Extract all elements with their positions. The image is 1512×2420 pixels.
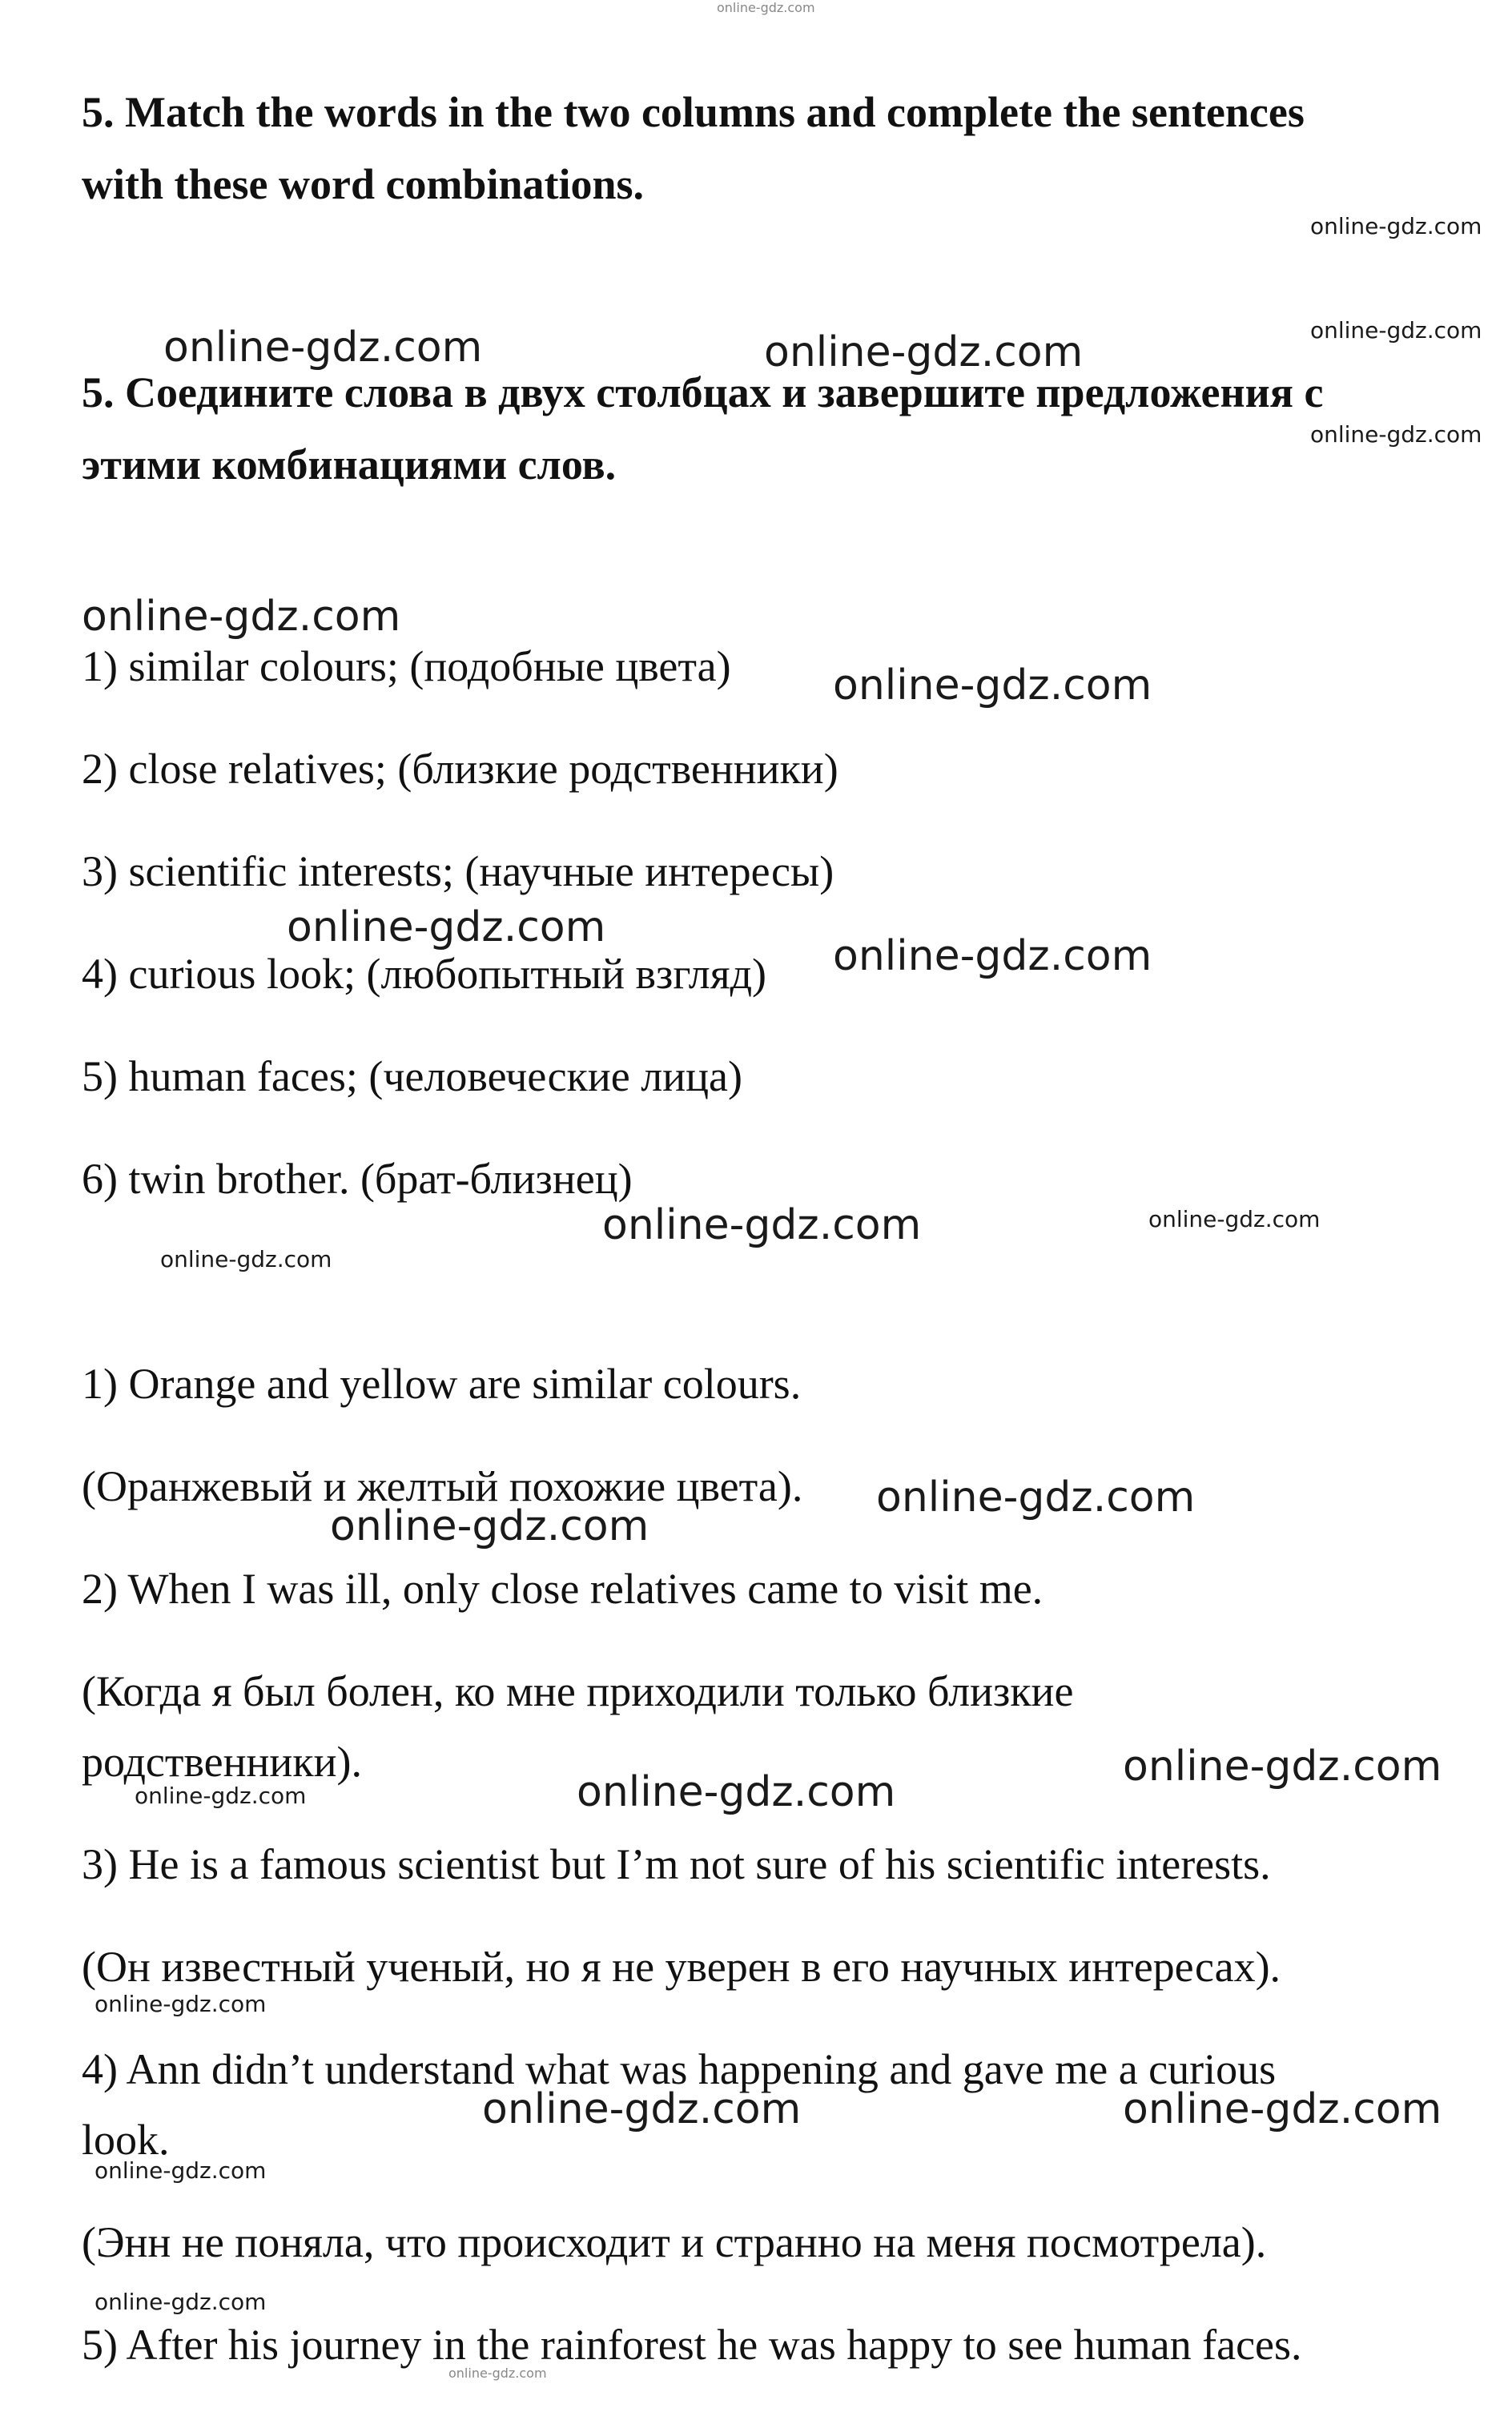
watermark: online-gdz.com bbox=[482, 2085, 802, 2133]
watermark: online-gdz.com bbox=[602, 1201, 922, 1249]
task-heading-en-line2: with these word combinations. bbox=[82, 160, 645, 208]
watermark: online-gdz.com bbox=[1310, 317, 1482, 344]
watermark: online-gdz.com bbox=[876, 1473, 1196, 1522]
answer-3-en: 3) He is a famous scientist but I’m not sure of his scientific interests. bbox=[82, 1840, 1271, 1888]
watermark: online-gdz.com bbox=[287, 903, 606, 951]
answer-2-ru-line2: родственники). bbox=[82, 1738, 362, 1786]
list-item: 1) similar colours; (подобные цвета) bbox=[82, 642, 731, 690]
watermark: online-gdz.com bbox=[1310, 421, 1482, 448]
watermark: online-gdz.com bbox=[330, 1502, 649, 1550]
answer-4-en-line2: look. bbox=[82, 2116, 170, 2164]
list-item: 2) close relatives; (близкие родственники) bbox=[82, 745, 838, 793]
watermark: online-gdz.com bbox=[163, 324, 483, 372]
list-item: 5) human faces; (человеческие лица) bbox=[82, 1052, 742, 1100]
answer-5-en: 5) After his journey in the rainforest he was happy to see human faces. bbox=[82, 2321, 1302, 2369]
answer-2-ru-line1: (Когда я был болен, ко мне приходили только близкие bbox=[82, 1667, 1074, 1715]
watermark: online-gdz.com bbox=[94, 1991, 267, 2017]
watermark: online-gdz.com bbox=[94, 2157, 267, 2184]
watermark: online-gdz.com bbox=[577, 1768, 896, 1816]
watermark: online-gdz.com bbox=[717, 0, 815, 15]
watermark: online-gdz.com bbox=[82, 593, 401, 641]
answer-4-en-line1: 4) Ann didn’t understand what was happening and gave me a curious bbox=[82, 2045, 1277, 2093]
watermark: online-gdz.com bbox=[448, 2366, 547, 2381]
watermark: online-gdz.com bbox=[94, 2289, 267, 2315]
answer-3-ru: (Он известный ученый, но я не уверен в его научных интересах). bbox=[82, 1943, 1281, 1991]
task-heading-ru bbox=[82, 356, 1323, 500]
watermark: online-gdz.com bbox=[764, 328, 1084, 376]
list-item: 4) curious look; (любопытный взгляд) bbox=[82, 950, 767, 998]
watermark: online-gdz.com bbox=[833, 661, 1152, 710]
task-heading-en bbox=[82, 76, 1305, 220]
answer-2-en: 2) When I was ill, only close relatives came to visit me. bbox=[82, 1565, 1044, 1613]
list-item: 6) twin brother. (брат-близнец) bbox=[82, 1155, 633, 1203]
list-item: 3) scientific interests; (научные интересы) bbox=[82, 847, 834, 895]
answer-1-en: 1) Orange and yellow are similar colours. bbox=[82, 1360, 802, 1408]
watermark: online-gdz.com bbox=[1148, 1206, 1321, 1232]
task-heading-ru-line1: 5. Соедините слова в двух столбцах и завершите предложения с bbox=[82, 368, 1324, 416]
watermark: online-gdz.com bbox=[160, 1246, 332, 1272]
answer-1-ru: (Оранжевый и желтый похожие цвета). bbox=[82, 1462, 803, 1510]
watermark: online-gdz.com bbox=[833, 932, 1152, 980]
watermark: online-gdz.com bbox=[1123, 1743, 1442, 1791]
answer-4-ru: (Энн не поняла, что происходит и странно на меня посмотрела). bbox=[82, 2218, 1267, 2266]
watermark: online-gdz.com bbox=[135, 1783, 307, 1809]
watermark: online-gdz.com bbox=[1123, 2085, 1442, 2133]
task-heading-ru-line2: этими комбинациями слов. bbox=[82, 440, 617, 488]
watermark: online-gdz.com bbox=[1310, 213, 1482, 239]
task-heading-en-line1: 5. Match the words in the two columns and complete the sentences bbox=[82, 88, 1305, 136]
